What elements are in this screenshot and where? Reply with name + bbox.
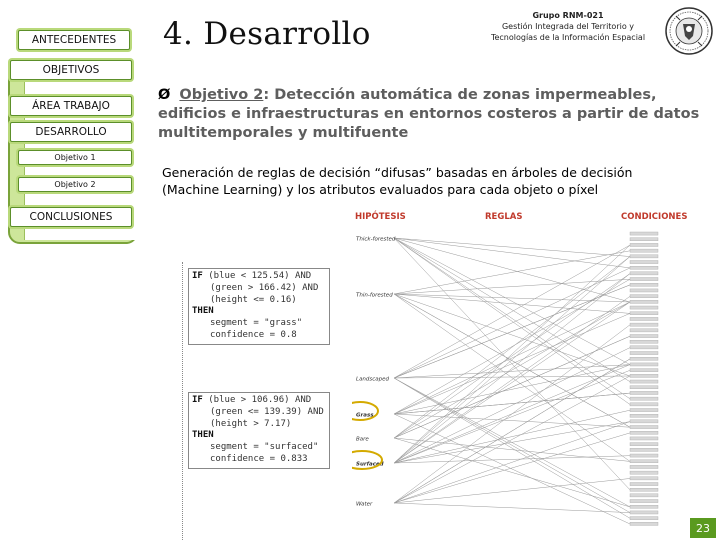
group-line-1: Gestión Integrada del Territorio y [501, 22, 635, 31]
rule-box-surfaced [188, 392, 330, 469]
condition-bar [630, 517, 658, 520]
objective-text [158, 86, 718, 143]
condition-bar [630, 255, 658, 258]
tree-branch [394, 279, 630, 294]
tree-branch [394, 503, 630, 513]
condition-bar [630, 465, 658, 468]
condition-bar [630, 409, 658, 412]
condition-bar [630, 414, 658, 417]
condition-bar [630, 317, 658, 320]
class-node-label: Surfaced [356, 461, 384, 468]
condition-bar [630, 238, 658, 241]
condition-bar [630, 448, 658, 451]
rule2-line3: (height > 7.17) [210, 418, 292, 429]
condition-bar [630, 460, 658, 463]
class-node-label: Grass [356, 412, 374, 419]
condition-bar [630, 483, 658, 486]
rule1-line3: (height <= 0.16) [210, 294, 297, 305]
rule1-then: THEN [192, 306, 214, 317]
tree-branch [394, 274, 630, 463]
tree-branch [394, 268, 630, 378]
tree-branch [394, 302, 630, 438]
condition-bar [630, 261, 658, 264]
condition-bar [630, 437, 658, 440]
tree-branch [394, 348, 630, 463]
condition-bar [630, 329, 658, 332]
tree-branch [394, 238, 630, 302]
condition-bar [630, 266, 658, 269]
tree-branch [394, 238, 630, 365]
condition-bar [630, 369, 658, 372]
rule1-if: IF [192, 271, 203, 281]
condition-bar [630, 443, 658, 446]
class-node-label: Thick-forested [356, 236, 396, 243]
group-title: Grupo RNM-021 [532, 11, 604, 20]
tree-branch [394, 359, 630, 503]
condition-bar [630, 232, 658, 235]
nav-area-trabajo[interactable]: ÁREA TRABAJO [10, 96, 132, 116]
nav-desarrollo[interactable]: DESARROLLO [10, 122, 132, 142]
condition-bar [630, 374, 658, 377]
condition-bar [630, 272, 658, 275]
condition-bar [630, 278, 658, 281]
condition-bar [630, 454, 658, 457]
condition-bar [630, 500, 658, 503]
arrow-bullet-icon: Ø [158, 87, 171, 103]
condition-bar [630, 426, 658, 429]
condition-bar [630, 391, 658, 394]
page-number: 23 [690, 518, 716, 538]
rule-box-grass [188, 268, 330, 345]
tree-branch [394, 365, 630, 378]
tree-branch [394, 302, 630, 463]
condition-bar [630, 471, 658, 474]
rule2-line5: confidence = 0.833 [210, 453, 308, 464]
condition-bar [630, 363, 658, 366]
tree-branch [394, 414, 630, 427]
condition-bar [630, 306, 658, 309]
tree-branch [394, 370, 630, 463]
rule1-line5: confidence = 0.8 [210, 329, 297, 340]
tree-fan-lines [394, 238, 630, 524]
objective-description: : Detección automática de zonas impermeables, edificios e infraestructuras en entornos costeros a partir de datos multitemporales y multifuente [158, 87, 700, 141]
tree-branch [394, 438, 630, 461]
column-hipotesis: HIPÓTESIS [355, 212, 406, 222]
nav-conclusiones[interactable]: CONCLUSIONES [10, 207, 132, 227]
condition-bar [630, 340, 658, 343]
tree-branch [394, 245, 630, 463]
tree-branch [394, 294, 630, 427]
tree-branch [394, 325, 630, 503]
tree-branch [394, 238, 630, 257]
rule1-line1: (blue < 125.54) AND [208, 271, 312, 281]
condition-bar [630, 403, 658, 406]
tree-branch [394, 279, 630, 414]
nav-objetivo-1[interactable]: Objetivo 1 [18, 150, 132, 165]
rule1-line4: segment = "grass" [210, 318, 303, 329]
condition-bar [630, 300, 658, 303]
condition-bar [630, 335, 658, 338]
condition-bar [630, 295, 658, 298]
class-node-label: Landscaped [356, 376, 390, 383]
condition-bar [630, 352, 658, 355]
tree-branch [394, 410, 630, 463]
rule2-line2: (green <= 139.39) AND [210, 406, 324, 417]
nav-objetivo-2[interactable]: Objetivo 2 [18, 177, 132, 192]
condition-bar [630, 289, 658, 292]
tree-branch [394, 294, 630, 313]
rule2-line4: segment = "surfaced" [210, 442, 319, 453]
objective-label: Objetivo 2 [179, 87, 264, 103]
rule2-then: THEN [192, 430, 214, 441]
condition-bar [630, 380, 658, 383]
tree-branch [394, 274, 630, 438]
condition-bar [630, 323, 658, 326]
decision-tree-figure [352, 228, 660, 534]
condition-bar [630, 511, 658, 514]
condition-bar [630, 357, 658, 360]
condition-bar [630, 249, 658, 252]
condition-bar [630, 522, 658, 525]
condition-bar [630, 312, 658, 315]
nav-objetivos[interactable]: OBJETIVOS [10, 60, 132, 80]
class-node-label: Bare [356, 436, 369, 443]
page-title: 4. Desarrollo [163, 16, 371, 52]
rule2-if: IF [192, 395, 203, 405]
column-reglas: REGLAS [485, 212, 523, 222]
tree-branch [394, 365, 630, 414]
condition-bar [630, 346, 658, 349]
group-line-2: Tecnologías de la Información Espacial [490, 33, 646, 42]
tree-branch [394, 376, 630, 503]
nav-antecedentes[interactable]: ANTECEDENTES [18, 30, 130, 50]
condition-bar [630, 494, 658, 497]
condition-bar [630, 488, 658, 491]
column-condiciones: CONDICIONES [621, 212, 688, 222]
tree-branch [394, 257, 630, 439]
class-node-label: Thin-forested [356, 292, 393, 299]
condition-bar [630, 420, 658, 423]
condition-bar [630, 243, 658, 246]
tree-branch [394, 238, 630, 399]
group-info [474, 10, 662, 43]
tree-branch [394, 238, 630, 382]
rule2-line1: (blue > 106.96) AND [208, 395, 312, 405]
condition-bar [630, 283, 658, 286]
generation-text: Generación de reglas de decisión “difusas” basadas en árboles de decisión (Machine Learning) y los atributos evaluados para cada objeto o píxel [162, 165, 633, 197]
condition-bar [630, 397, 658, 400]
class-node-label: Water [356, 501, 373, 508]
university-seal-icon [664, 4, 714, 58]
condition-bar [630, 477, 658, 480]
condition-bar [630, 386, 658, 389]
condition-bars [630, 232, 658, 525]
condition-bar [630, 431, 658, 434]
rule1-line2: (green > 166.42) AND [210, 282, 319, 293]
tree-branch [394, 238, 630, 268]
condition-bar [630, 505, 658, 508]
